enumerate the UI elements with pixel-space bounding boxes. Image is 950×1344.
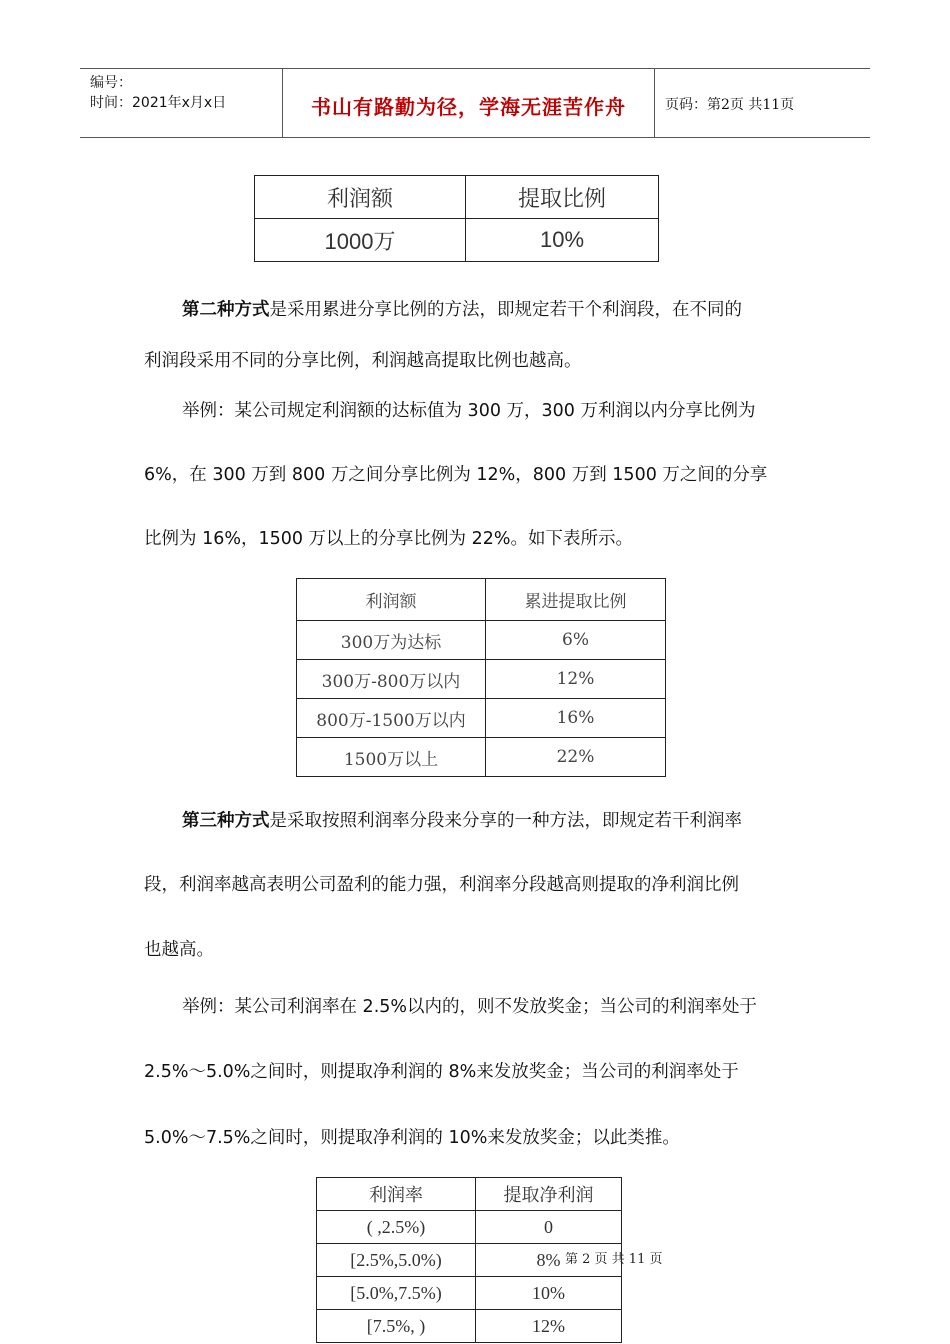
table-cell: 1000万 bbox=[255, 219, 466, 262]
table-header-cell: 累进提取比例 bbox=[486, 579, 666, 621]
progressive-ratio-table bbox=[296, 578, 666, 777]
paragraph-line bbox=[182, 807, 742, 832]
profit-ratio-table bbox=[254, 175, 659, 262]
paragraph-line: 比例为 16%，1500 万以上的分享比例为 22%。如下表所示。 bbox=[144, 529, 634, 549]
table-cell: [7.5%, ) bbox=[317, 1310, 476, 1343]
paragraph-line: 举例：某公司规定利润额的达标值为 300 万，300 万利润以内分享比例为 bbox=[182, 401, 756, 421]
table-cell: [5.0%,7.5%) bbox=[317, 1277, 476, 1310]
table-cell: 12% bbox=[476, 1310, 622, 1343]
paragraph-line: 2.5%～5.0%之间时，则提取净利润的 8%来发放奖金；当公司的利润率处于 bbox=[144, 1062, 739, 1082]
table-cell: 1500万以上 bbox=[297, 738, 486, 777]
paragraph-text: 是采取按照利润率分段来分享的一种方法，即规定若干利润率 bbox=[269, 811, 742, 831]
number-label: 编号： bbox=[90, 75, 132, 91]
page-header bbox=[80, 68, 870, 138]
table-header-cell: 利润额 bbox=[297, 579, 486, 621]
paragraph-text: 是采用累进分享比例的方法，即规定若干个利润段，在不同的 bbox=[269, 300, 742, 320]
method-heading: 第二种方式 bbox=[182, 300, 270, 320]
table-header-cell: 提取比例 bbox=[466, 176, 659, 219]
table-header-row bbox=[297, 579, 666, 621]
table-cell: 10% bbox=[476, 1277, 622, 1310]
table-cell: 300万为达标 bbox=[297, 621, 486, 660]
table-row bbox=[297, 621, 666, 660]
table-cell: 12% bbox=[486, 660, 666, 699]
header-divider bbox=[654, 69, 655, 137]
table-row bbox=[297, 699, 666, 738]
table-row bbox=[255, 219, 659, 262]
table-cell: [2.5%,5.0%) bbox=[317, 1244, 476, 1277]
paragraph-line: 利润段采用不同的分享比例，利润越高提取比例也越高。 bbox=[144, 351, 582, 371]
table-cell: 6% bbox=[486, 621, 666, 660]
paragraph-line: 5.0%～7.5%之间时，则提取净利润的 10%来发放奖金；以此类推。 bbox=[144, 1128, 680, 1148]
table-header-cell: 利润额 bbox=[255, 176, 466, 219]
paragraph-line bbox=[182, 296, 742, 321]
header-page-info: 页码：第2页 共11页 bbox=[665, 97, 795, 113]
paragraph-line: 也越高。 bbox=[144, 940, 214, 960]
footer-page-number: 第 2 页 共 11 页 bbox=[565, 1252, 663, 1267]
table-header-row bbox=[317, 1178, 622, 1211]
paragraph-line: 段，利润率越高表明公司盈利的能力强，利润率分段越高则提取的净利润比例 bbox=[144, 875, 739, 895]
table-cell: 10% bbox=[466, 219, 659, 262]
table-row bbox=[317, 1310, 622, 1343]
table-cell: 8% bbox=[476, 1244, 622, 1277]
table-row bbox=[317, 1277, 622, 1310]
header-motto: 书山有路勤为径，学海无涯苦作舟 bbox=[311, 95, 626, 119]
paragraph-line: 举例：某公司利润率在 2.5%以内的，则不发放奖金；当公司的利润率处于 bbox=[182, 997, 758, 1017]
method-heading: 第三种方式 bbox=[182, 811, 270, 831]
table-cell: 16% bbox=[486, 699, 666, 738]
header-meta bbox=[90, 73, 226, 113]
table-header-row bbox=[255, 176, 659, 219]
table-cell: 300万-800万以内 bbox=[297, 660, 486, 699]
table-cell: 800万-1500万以内 bbox=[297, 699, 486, 738]
table-header-cell: 提取净利润 bbox=[476, 1178, 622, 1211]
table-cell: 22% bbox=[486, 738, 666, 777]
table-header-cell: 利润率 bbox=[317, 1178, 476, 1211]
table-cell: 0 bbox=[476, 1211, 622, 1244]
table-row bbox=[297, 660, 666, 699]
time-label: 时间：2021年x月x日 bbox=[90, 95, 227, 111]
table-row bbox=[317, 1211, 622, 1244]
table-cell: ( ,2.5%) bbox=[317, 1211, 476, 1244]
paragraph-line: 6%，在 300 万到 800 万之间分享比例为 12%，800 万到 1500 万之间的分享 bbox=[144, 465, 768, 485]
table-row bbox=[297, 738, 666, 777]
